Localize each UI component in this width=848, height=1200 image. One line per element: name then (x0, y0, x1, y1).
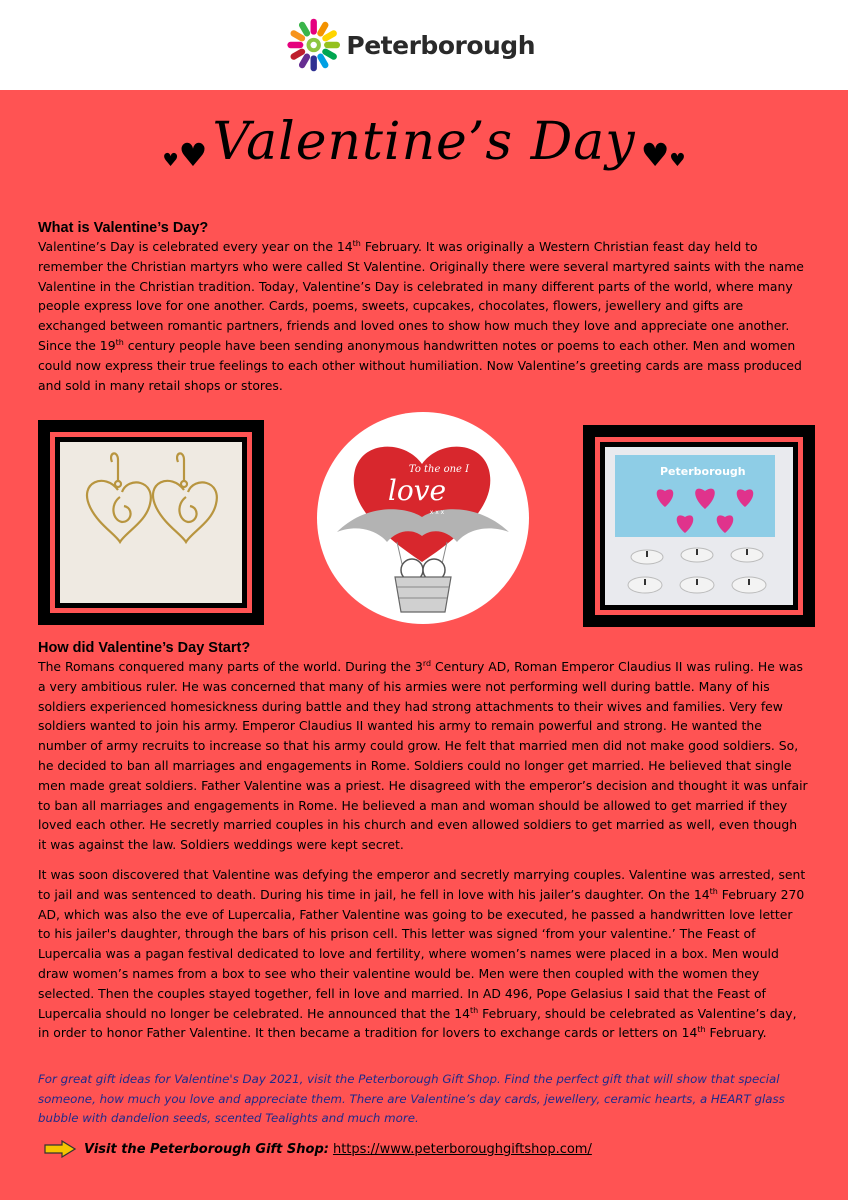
peterborough-logo[interactable] (285, 10, 535, 80)
text-run: February. (705, 1025, 767, 1041)
page-title: Valentine’s Day (212, 112, 636, 172)
text-run: February, should be celebrated as Valentine’s day, in order to honor Father Valentine. It then became a tradition for lovers to exchange cards or letters on 14 (38, 1005, 797, 1041)
superscript: th (469, 1005, 479, 1015)
balloon-text-3: x x x (429, 509, 445, 516)
title-row (0, 112, 848, 192)
section-heading-how: How did Valentine’s Day Start? (38, 640, 251, 656)
earrings-image-frame (38, 420, 264, 625)
section-what-paragraph (38, 237, 808, 395)
superscript: th (697, 1025, 706, 1035)
earrings-icon (60, 442, 242, 603)
promo-paragraph: For great gift ideas for Valentine's Day 2021, visit the Peterborough Gift Shop. Find the perfect gift that will show that special someone, how much you love and appreciate them. There are Valentine’s day cards, jewellery, ceramic hearts, a HEART glass bubble with dandelion seeds, scented Tealights and much more. (38, 1072, 785, 1125)
superscript: rd (422, 658, 432, 668)
text-run: The Romans conquered many parts of the world. During the 3 (38, 659, 423, 674)
arrow-right-icon (44, 1140, 76, 1158)
love-balloon-image (317, 412, 529, 624)
text-run: century people have been sending anonymous handwritten notes or poems to each other. Men and women could now express their true feelings to each other without humiliation. Now Valentine’s greeting cards are mass produced and sold in many retail shops or stores. (38, 337, 802, 393)
section-how-paragraph-2 (38, 865, 808, 1043)
box-brand-text: Peterborough (660, 465, 746, 478)
section-how-paragraph-1 (38, 657, 808, 855)
visit-shop-row (44, 1140, 592, 1158)
section-heading-what: What is Valentine’s Day? (38, 220, 209, 236)
tealights-icon (605, 447, 793, 605)
earrings-image (60, 442, 242, 603)
text-run: It was soon discovered that Valentine was defying the emperor and secretly marrying couples. Valentine was arrested, sent to jail and was sentenced to death. During his time in jail, he fell in love with his jailer’s daughter. On the 14 (38, 867, 806, 902)
visit-label: Visit the Peterborough Gift Shop: (84, 1141, 329, 1157)
balloon-text-1: To the one I (408, 464, 470, 475)
balloon-text-2: love (387, 474, 447, 507)
text-run: February 270 AD, which was also the eve of Lupercalia, Father Valentine was going to be executed, he passed a handwritten love letter to his jailer's daughter, through the bars of his prison cell. This letter was signed ‘from your valentine.’ The Feast of Lupercalia was a pagan festival dedicated to love and fertility, where women’s names were placed in a box. Men would draw women’s names from a box to see who their valentine would be. Men were then coupled with the women they selected. Then the couples stayed together, fell in love and married. In AD 496, Pope Gelasius I said that the Feast of Lupercalia should no longer be celebrated. He announced that the 14 (38, 886, 805, 1021)
text-run: Century AD, Roman Emperor Claudius II was ruling. He was a very ambitious ruler. He was concerned that many of his armies were not performing well during battle. Many of his soldiers experienced homesickness during battle and they had strong attachments to their wives and families. Very few soldiers wanted to join his army. Emperor Claudius II wanted his army to remain powerful and strong. He wanted the number of army recruits to increase so that his army could grow. He felt that married men did not make good soldiers. So, he decided to ban all marriages and engagements in Rome. Soldiers could no longer get married. He believed that single men made great soldiers. Father Valentine was a priest. He disagreed with the emperor’s decision and thought it was unfair to ban all marriages and engagements in Rome. He believed a man and woman should be allowed to get married if they loved each other. He secretly married couples in his church and even allowed soldiers to get married as well, even though it was against the law. Soldiers weddings were kept secret. (38, 659, 808, 853)
hearts-left-icon: ♥♥ (162, 135, 208, 174)
superscript: th (709, 886, 718, 896)
text-run: February. It was originally a Western Christian feast day held to remember the Christian martyrs who were called St Valentine. Originally there were several martyred saints with the name Valentine in the Christian tradition. Today, Valentine’s Day is celebrated in many different parts of the world, where many people express love for one another. Cards, poems, sweets, cupcakes, chocolates, flowers, jewellery and gifts are exchanged between romantic partners, friends and loved ones to show how much they love and appreciate one another. Since the 19 (38, 239, 804, 353)
gift-shop-link[interactable]: https://www.peterboroughgiftshop.com/ (332, 1141, 592, 1157)
peterborough-flower-icon (285, 10, 342, 80)
header (0, 0, 848, 90)
balloon-illustration (317, 412, 529, 624)
logo-text: Peterborough (346, 30, 535, 60)
content-area (0, 90, 848, 1200)
hearts-right-icon: ♥♥ (640, 135, 686, 174)
tealights-image (605, 447, 793, 605)
text-run: Valentine’s Day is celebrated every year on the 14 (38, 239, 353, 254)
tealights-image-frame (583, 425, 815, 627)
superscript: th (115, 337, 124, 347)
superscript: th (352, 238, 361, 248)
